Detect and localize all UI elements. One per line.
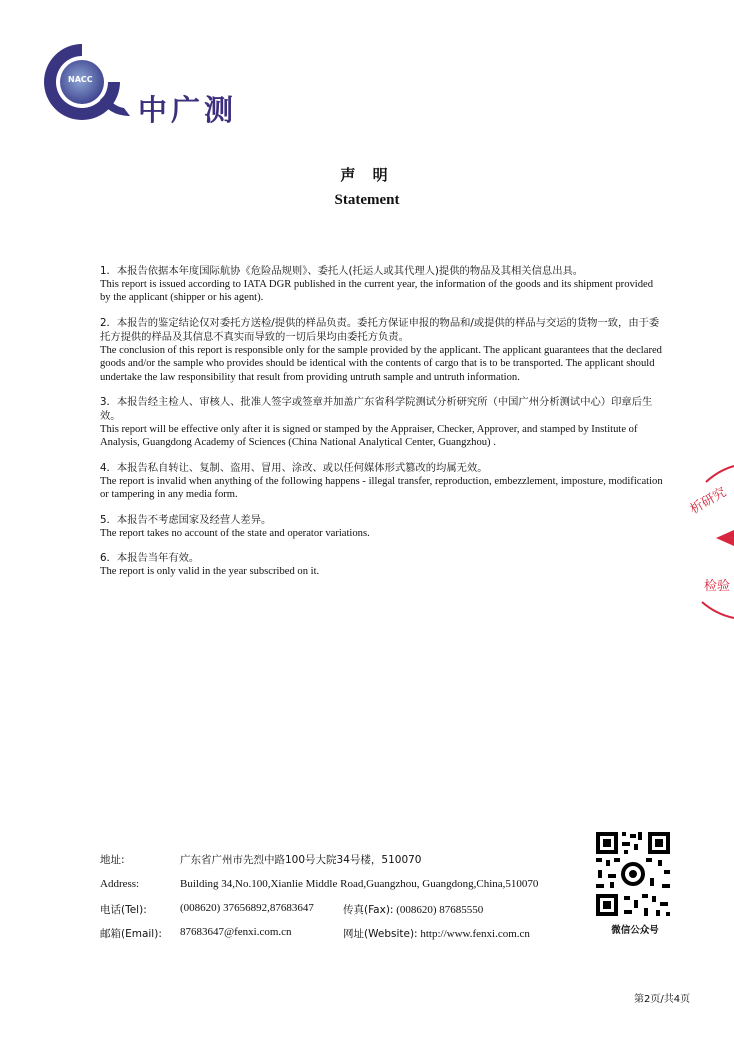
statement-item — [100, 551, 665, 578]
qr-code-icon — [594, 830, 672, 918]
logo-text: 中广测 — [138, 93, 238, 127]
statement-item — [100, 513, 665, 540]
statement-en: This report is issued according to IATA DGR published in the current year, the information of the goods and its shipment provided by the applicant (shipper or his agent). — [100, 279, 654, 304]
statement-item — [100, 395, 665, 450]
company-logo — [38, 38, 258, 127]
statement-cn: 4．本报告私自转让、复制、盗用、冒用、涂改、或以任何媒体形式篡改的均属无效。 — [100, 461, 488, 474]
statement-cn: 6．本报告当年有效。 — [100, 552, 200, 565]
statement-item — [100, 264, 665, 305]
fax-label: 传真(Fax): — [343, 904, 394, 916]
statement-cn: 3．本报告经主检人、审核人、批准人签字或签章并加盖广东省科学院测试分析研究所（中国广州分析测试中心）印章后生效。 — [100, 396, 653, 423]
page-title-cn: 声 明 — [340, 166, 394, 184]
statement-item — [100, 461, 665, 502]
qr-caption: 微信公众号 — [611, 925, 659, 936]
statement-item — [100, 316, 665, 384]
website-group — [343, 926, 530, 941]
page-number: 第2页/共4页 — [634, 994, 691, 1005]
official-seal — [687, 462, 734, 622]
seal-stamp-icon — [687, 462, 734, 622]
seal-text-bottom: 检验 — [704, 579, 731, 594]
statement-en: The report takes no account of the state and operator variations. — [100, 527, 370, 539]
address-en-value: Building 34,No.100,Xianlie Middle Road,Guangzhou, Guangdong,China,510070 — [180, 878, 539, 890]
statement-cn: 2．本报告的鉴定结论仅对委托方送检/提供的样品负责。委托方保证申报的物品和/或提供的样品与交运的货物一致，由于委托方提供的样品及其信息不真实而导致的一切后果均由委托方负责。 — [100, 316, 660, 343]
fax-group — [343, 902, 483, 917]
statement-en: The conclusion of this report is responsible only for the sample provided by the applicant. The applicant guarantees that the declared goods and/or the sample who provides should be identical with the contents of cargo that is to be transported. The applicant should undertake the law responsibility that result from providing untruth sample and untruth information. — [100, 344, 662, 383]
email-label: 邮箱(Email): — [100, 928, 162, 940]
statement-en: The report is invalid when anything of the following happens - illegal transfer, reproduction, embezzlement, imposture, modification or tampering in any media form. — [100, 475, 663, 501]
address-cn-value: 广东省广州市先烈中路100号大院34号楼，510070 — [180, 854, 422, 866]
seal-text-top: 析研究 — [687, 484, 730, 518]
statement-en: This report will be effective only after it is signed or stamped by the Appraiser, Checker, Approver, and stamped by Institute of Analysis, Guangdong Academy of Sciences (China National Analytical Center, Guangzhou) . — [100, 424, 638, 449]
website-link[interactable]: http://www.fenxi.com.cn — [420, 928, 530, 940]
statement-cn: 5．本报告不考虑国家及经营人差异。 — [100, 513, 272, 526]
fax-value: (008620) 87685550 — [396, 904, 484, 916]
email-link[interactable]: 87683647@fenxi.com.cn — [180, 926, 292, 938]
logo-badge-text: NACC — [68, 75, 93, 84]
tel-label: 电话(Tel): — [100, 904, 147, 916]
page-title-en: Statement — [334, 192, 400, 208]
statement-en: The report is only valid in the year subscribed on it. — [100, 566, 320, 578]
wechat-qr-code — [594, 830, 672, 918]
address-en-label: Address: — [100, 878, 140, 890]
statement-list — [100, 264, 665, 589]
website-label: 网址(Website): — [343, 928, 418, 940]
address-cn-label: 地址: — [100, 854, 125, 866]
statement-cn: 1．本报告依据本年度国际航协《危险品规则》、委托人(托运人或其代理人)提供的物品及其相关信息出具。 — [100, 265, 584, 277]
tel-value: (008620) 37656892,87683647 — [180, 902, 314, 914]
